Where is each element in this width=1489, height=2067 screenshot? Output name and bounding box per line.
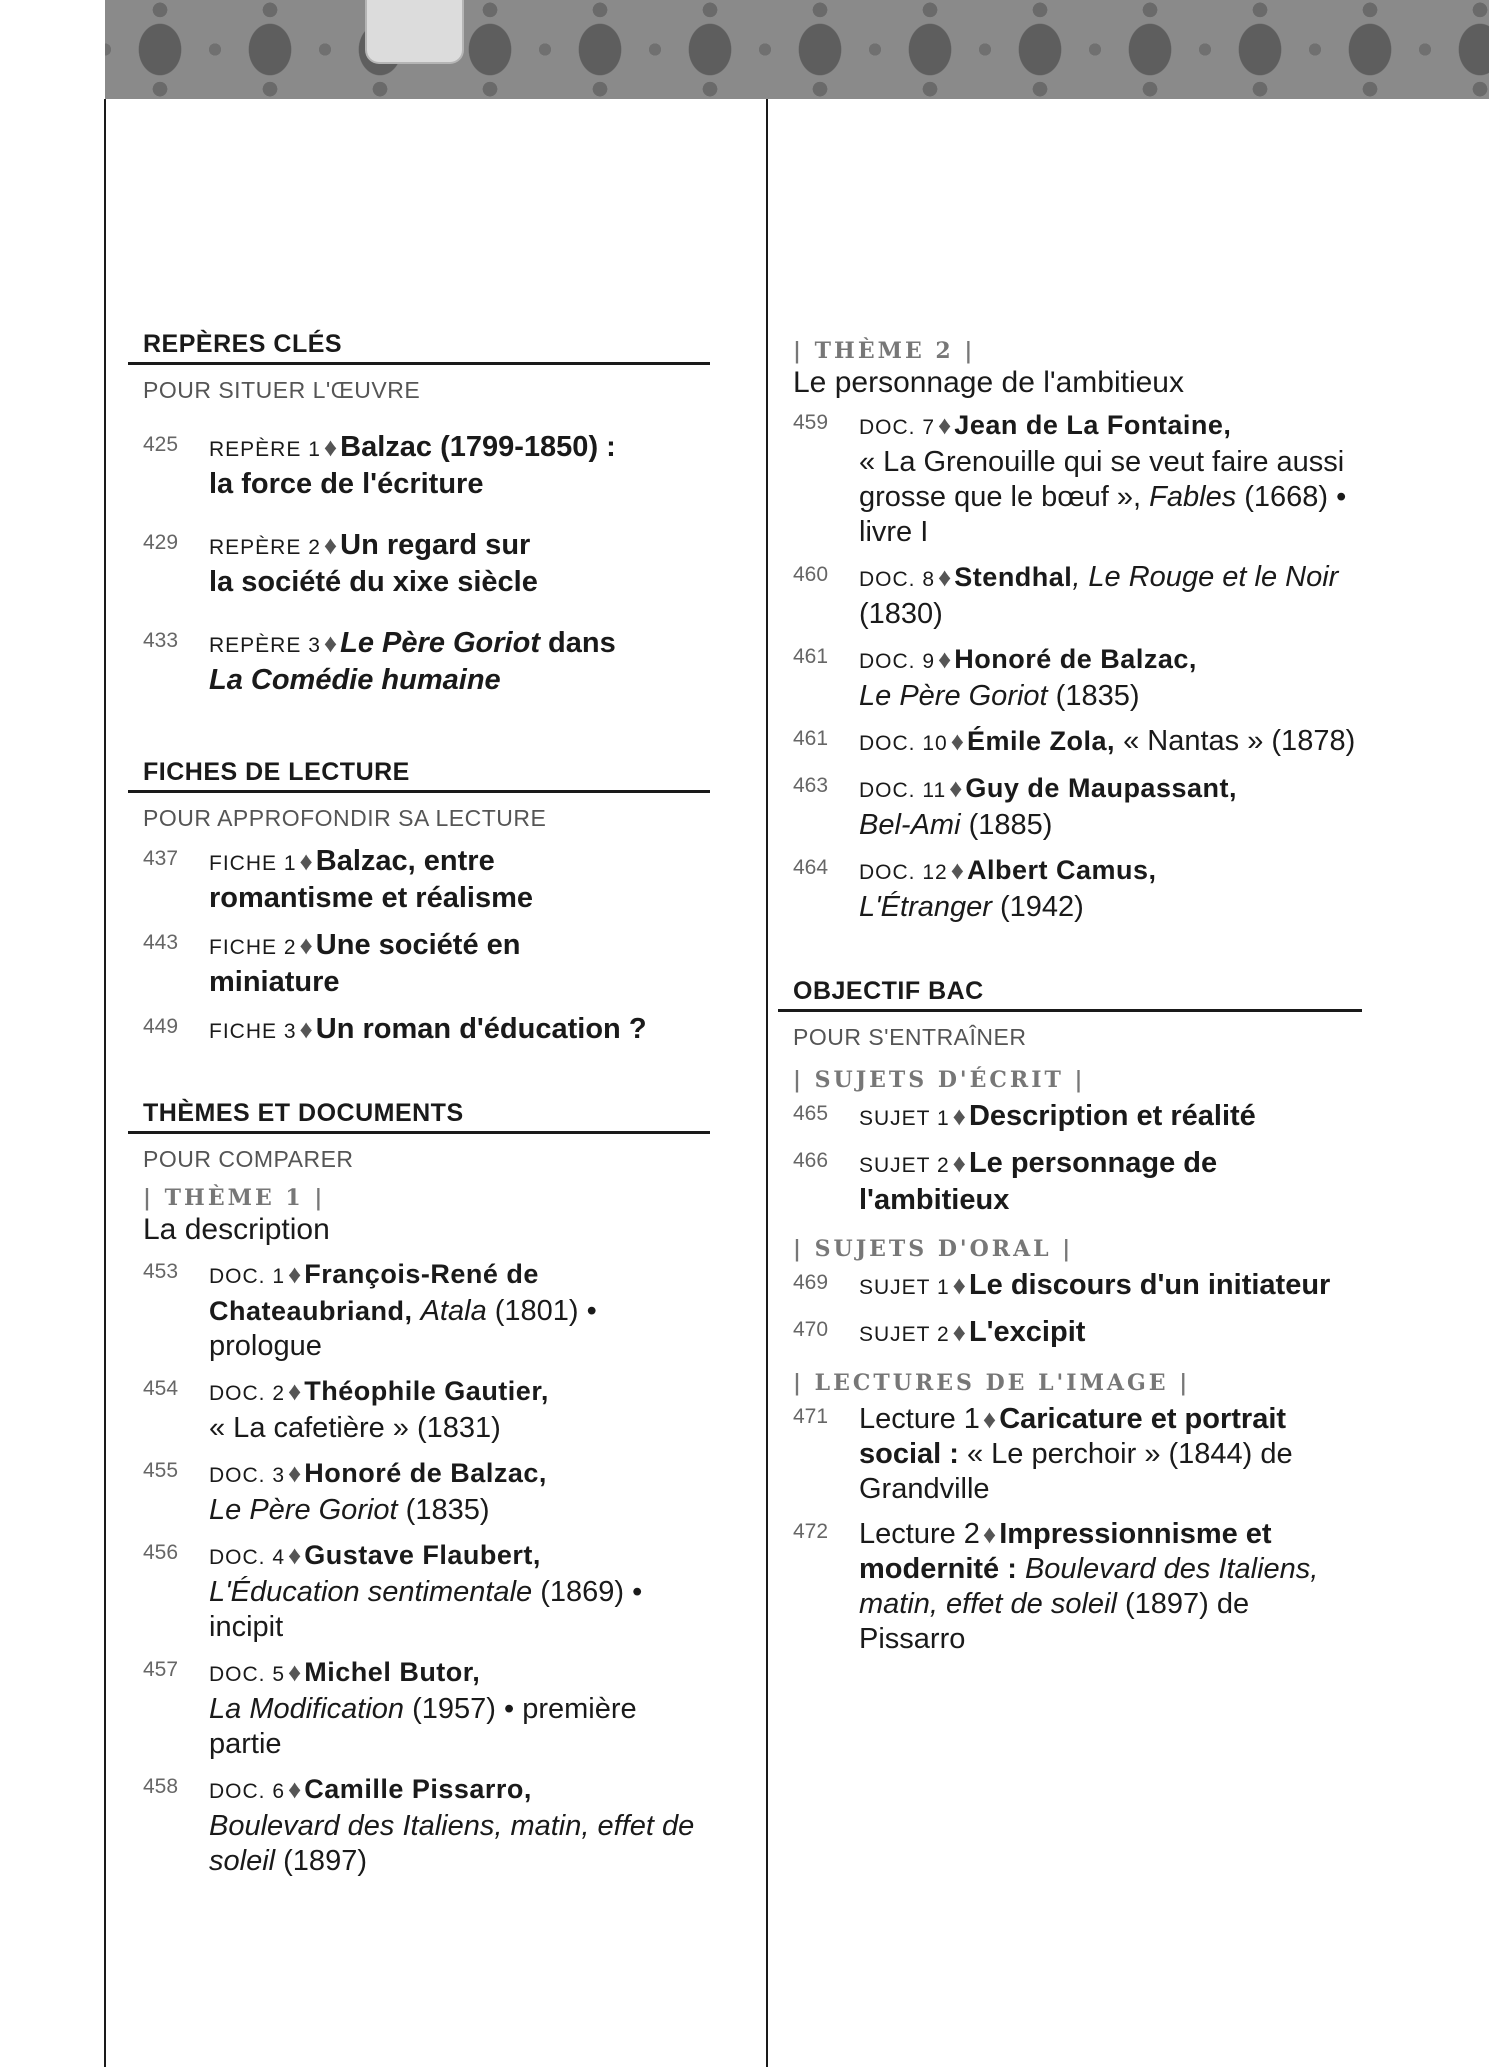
section-title: FICHES DE LECTURE xyxy=(143,758,410,786)
entry-detail: « Le perchoir » (1844) de Grandville xyxy=(859,1438,1293,1505)
section-reperes xyxy=(128,326,710,698)
toc-entry[interactable] xyxy=(778,1517,1362,1657)
diamond-icon: ♦ xyxy=(952,1101,966,1131)
theme-label: | THÈME 2 | xyxy=(793,338,976,364)
work-date: (1835) xyxy=(397,1494,490,1526)
toc-entry[interactable] xyxy=(778,408,1362,550)
work-title: , Le Rouge et le Noir xyxy=(1072,561,1339,593)
entry-label: DOC. 12 xyxy=(859,861,948,884)
page-number: 449 xyxy=(143,1015,179,1038)
page-number: 458 xyxy=(143,1775,179,1798)
entry-title: Caricature et portrait social : xyxy=(859,1403,1287,1470)
author: Albert Camus, xyxy=(966,855,1157,885)
work-title: Boulevard des Italiens, matin, effet de soleil xyxy=(859,1553,1319,1620)
page-number: 437 xyxy=(143,847,179,870)
toc-entry[interactable] xyxy=(778,1099,1362,1136)
toc-entry[interactable] xyxy=(128,1772,710,1879)
entry-label: DOC. 3 xyxy=(209,1464,286,1487)
entry-title-cont: la société du xixe siècle xyxy=(209,566,538,598)
diamond-icon: ♦ xyxy=(950,726,964,756)
diamond-icon: ♦ xyxy=(938,562,952,592)
toc-entry[interactable] xyxy=(128,626,710,698)
theme-name: Le personnage de l'ambitieux xyxy=(793,366,1184,399)
toc-entry[interactable] xyxy=(778,724,1362,761)
diamond-icon: ♦ xyxy=(288,1774,302,1804)
work-date: (1668) • livre I xyxy=(859,481,1347,548)
entry-title: dans xyxy=(539,627,616,659)
subsection-label: | SUJETS D'ÉCRIT | xyxy=(793,1067,1086,1093)
scroll-ornament xyxy=(365,0,464,64)
diamond-icon: ♦ xyxy=(323,628,338,658)
theme-name: La description xyxy=(143,1213,330,1246)
work-date: (1835) xyxy=(1047,680,1140,712)
toc-entry[interactable] xyxy=(128,528,710,600)
right-column xyxy=(778,338,1362,1657)
author: Jean de La Fontaine, xyxy=(954,410,1232,440)
theme-label: | THÈME 1 | xyxy=(143,1185,326,1211)
entry-title: Description et réalité xyxy=(968,1100,1256,1132)
section-title: OBJECTIF BAC xyxy=(793,977,984,1005)
page-number: 454 xyxy=(143,1377,179,1400)
author: Émile Zola, xyxy=(966,726,1116,756)
section-objectif-bac xyxy=(778,973,1362,1657)
entry-label: DOC. 6 xyxy=(209,1780,286,1803)
section-rule xyxy=(128,1131,710,1134)
toc-entry[interactable] xyxy=(778,1402,1362,1507)
entry-label: Lecture 2 xyxy=(859,1518,980,1550)
work-date: (1830) xyxy=(859,598,943,630)
diamond-icon: ♦ xyxy=(950,855,964,885)
diamond-icon: ♦ xyxy=(288,1259,302,1289)
toc-entry[interactable] xyxy=(128,1456,710,1528)
diamond-icon: ♦ xyxy=(938,410,952,440)
column-divider xyxy=(766,99,768,2067)
diamond-icon: ♦ xyxy=(323,530,338,560)
diamond-icon: ♦ xyxy=(299,930,313,960)
page-number: 466 xyxy=(793,1149,829,1172)
entry-title: Un regard sur xyxy=(340,529,531,561)
diamond-icon: ♦ xyxy=(288,1657,302,1687)
decorative-banner xyxy=(105,0,1489,99)
author: Théophile Gautier, xyxy=(304,1376,549,1406)
subsection-label: | LECTURES DE L'IMAGE | xyxy=(793,1370,1191,1396)
author: François-René de Chateaubriand, xyxy=(209,1259,539,1326)
page-number: 471 xyxy=(793,1405,829,1428)
entry-title: Impressionnisme et modernité : xyxy=(859,1518,1272,1585)
work-title: Bel-Ami xyxy=(859,809,961,841)
diamond-icon: ♦ xyxy=(982,1404,997,1434)
author: Guy de Maupassant, xyxy=(965,773,1237,803)
work-description: « La Grenouille qui se veut faire aussi grosse que le bœuf », xyxy=(859,446,1345,513)
entry-label: REPÈRE 3 xyxy=(209,634,321,657)
author: Camille Pissarro, xyxy=(304,1774,532,1804)
toc-entry[interactable] xyxy=(128,1374,710,1446)
entry-label: SUJET 1 xyxy=(859,1276,950,1299)
page-number: 463 xyxy=(793,774,829,797)
author: Stendhal xyxy=(954,562,1073,592)
toc-entry[interactable] xyxy=(778,642,1362,714)
entry-detail: (1897) de Pissarro xyxy=(859,1588,1250,1655)
toc-entry[interactable] xyxy=(128,844,710,916)
left-column xyxy=(128,326,710,1879)
entry-title: Un roman d'éducation ? xyxy=(315,1013,647,1045)
entry-label: DOC. 10 xyxy=(859,732,948,755)
entry-label: DOC. 9 xyxy=(859,650,936,673)
entry-title-cont: miniature xyxy=(209,966,340,998)
section-fiches xyxy=(128,754,710,1049)
entry-label: FICHE 3 xyxy=(209,1020,297,1043)
work-title: La Modification xyxy=(209,1693,405,1725)
entry-label: Lecture 1 xyxy=(859,1403,980,1435)
toc-entry[interactable] xyxy=(778,1315,1362,1352)
diamond-icon: ♦ xyxy=(952,1148,966,1178)
entry-label: SUJET 2 xyxy=(859,1323,950,1346)
section-title: THÈMES ET DOCUMENTS xyxy=(143,1099,464,1127)
entry-label: REPÈRE 2 xyxy=(209,536,321,559)
entry-label: SUJET 2 xyxy=(859,1154,950,1177)
entry-work: Le Père Goriot xyxy=(340,627,540,659)
entry-title: Une société en xyxy=(315,929,521,961)
entry-label: DOC. 2 xyxy=(209,1382,286,1405)
section-subtitle: POUR SITUER L'ŒUVRE xyxy=(143,377,421,403)
author: Honoré de Balzac, xyxy=(954,644,1197,674)
diamond-icon: ♦ xyxy=(982,1519,997,1549)
work-title: Le Père Goriot xyxy=(209,1494,398,1526)
toc-entry[interactable] xyxy=(128,1012,710,1049)
entry-label: DOC. 5 xyxy=(209,1663,286,1686)
page-number: 464 xyxy=(793,856,829,879)
work-date: (1869) • incipit xyxy=(209,1576,643,1643)
toc-entry[interactable] xyxy=(128,1655,710,1762)
page-number: 456 xyxy=(143,1541,179,1564)
toc-entry[interactable] xyxy=(128,1538,710,1645)
diamond-icon: ♦ xyxy=(938,644,952,674)
toc-entry[interactable] xyxy=(778,853,1362,925)
work-date: (1942) xyxy=(991,891,1084,923)
page-number: 470 xyxy=(793,1318,829,1341)
entry-label: FICHE 2 xyxy=(209,936,297,959)
entry-label: FICHE 1 xyxy=(209,852,297,875)
page-number: 455 xyxy=(143,1459,179,1482)
author: Michel Butor, xyxy=(304,1657,481,1687)
entry-label: DOC. 1 xyxy=(209,1265,286,1288)
work-title: Fables xyxy=(1149,481,1237,513)
author: Gustave Flaubert, xyxy=(304,1540,541,1570)
diamond-icon: ♦ xyxy=(288,1540,302,1570)
toc-entry[interactable] xyxy=(128,430,710,502)
diamond-icon: ♦ xyxy=(952,1317,966,1347)
section-subtitle: POUR APPROFONDIR SA LECTURE xyxy=(143,805,547,831)
page-number: 429 xyxy=(143,531,179,554)
page-number: 461 xyxy=(793,645,829,668)
page-number: 453 xyxy=(143,1260,179,1283)
page-number: 465 xyxy=(793,1102,829,1125)
entry-title-cont: la force de l'écriture xyxy=(209,468,484,500)
toc-entry[interactable] xyxy=(128,928,710,1000)
diamond-icon: ♦ xyxy=(299,846,313,876)
page-number: 461 xyxy=(793,727,829,750)
section-rule xyxy=(128,790,710,793)
toc-entry[interactable] xyxy=(778,1268,1362,1305)
work-date: (1885) xyxy=(960,809,1053,841)
work-title: Boulevard des Italiens, matin, effet de soleil xyxy=(209,1810,695,1877)
section-subtitle: POUR COMPARER xyxy=(143,1146,354,1172)
subsection-label: | SUJETS D'ORAL | xyxy=(793,1236,1074,1262)
work-title: L'Éducation sentimentale xyxy=(209,1576,533,1608)
page-number: 457 xyxy=(143,1658,179,1681)
toc-entry[interactable] xyxy=(778,1146,1362,1218)
entry-title: Le discours d'un initiateur xyxy=(968,1269,1331,1301)
page-number: 472 xyxy=(793,1520,829,1543)
section-rule xyxy=(778,1009,1362,1012)
page-number: 433 xyxy=(143,629,179,652)
diamond-icon: ♦ xyxy=(299,1014,313,1044)
diamond-icon: ♦ xyxy=(323,432,338,462)
work-date: (1801) • prologue xyxy=(209,1295,597,1362)
entry-label: DOC. 8 xyxy=(859,568,936,591)
toc-entry[interactable] xyxy=(778,771,1362,843)
toc-entry[interactable] xyxy=(778,560,1362,632)
toc-entry[interactable] xyxy=(128,1257,710,1364)
work-title: L'Étranger xyxy=(859,891,992,923)
work-date: (1897) xyxy=(275,1845,367,1877)
left-border-line xyxy=(104,99,106,2067)
section-theme-2 xyxy=(778,338,1362,925)
work-title: Le Père Goriot xyxy=(859,680,1048,712)
work-date: « Nantas » (1878) xyxy=(1115,725,1356,757)
diamond-icon: ♦ xyxy=(952,1270,966,1300)
work-title: Atala xyxy=(420,1295,487,1327)
section-rule xyxy=(128,362,710,365)
entry-title-cont: romantisme et réalisme xyxy=(209,882,533,914)
work-date: « La cafetière » (1831) xyxy=(209,1412,501,1444)
entry-label: DOC. 11 xyxy=(859,779,947,802)
work-date: (1957) • première partie xyxy=(209,1693,637,1760)
entry-title: Le personnage de l'ambitieux xyxy=(859,1147,1218,1216)
section-subtitle: POUR S'ENTRAÎNER xyxy=(793,1024,1027,1050)
entry-label: DOC. 7 xyxy=(859,416,936,439)
page-number: 443 xyxy=(143,931,179,954)
section-themes xyxy=(128,1095,710,1879)
entry-label: SUJET 1 xyxy=(859,1107,950,1130)
page-number: 425 xyxy=(143,433,179,456)
entry-title: Balzac (1799-1850) : xyxy=(340,431,616,463)
entry-title: L'excipit xyxy=(968,1316,1086,1348)
diamond-icon: ♦ xyxy=(288,1376,302,1406)
author: Honoré de Balzac, xyxy=(304,1458,547,1488)
section-title: REPÈRES CLÉS xyxy=(143,330,343,358)
page-number: 459 xyxy=(793,411,829,434)
diamond-icon: ♦ xyxy=(288,1458,302,1488)
entry-title-cont: La Comédie humaine xyxy=(209,664,501,696)
entry-label: REPÈRE 1 xyxy=(209,438,321,461)
page-number: 469 xyxy=(793,1271,829,1294)
page-number: 460 xyxy=(793,563,829,586)
diamond-icon: ♦ xyxy=(949,773,963,803)
entry-label: DOC. 4 xyxy=(209,1546,286,1569)
entry-title: Balzac, entre xyxy=(315,845,495,877)
